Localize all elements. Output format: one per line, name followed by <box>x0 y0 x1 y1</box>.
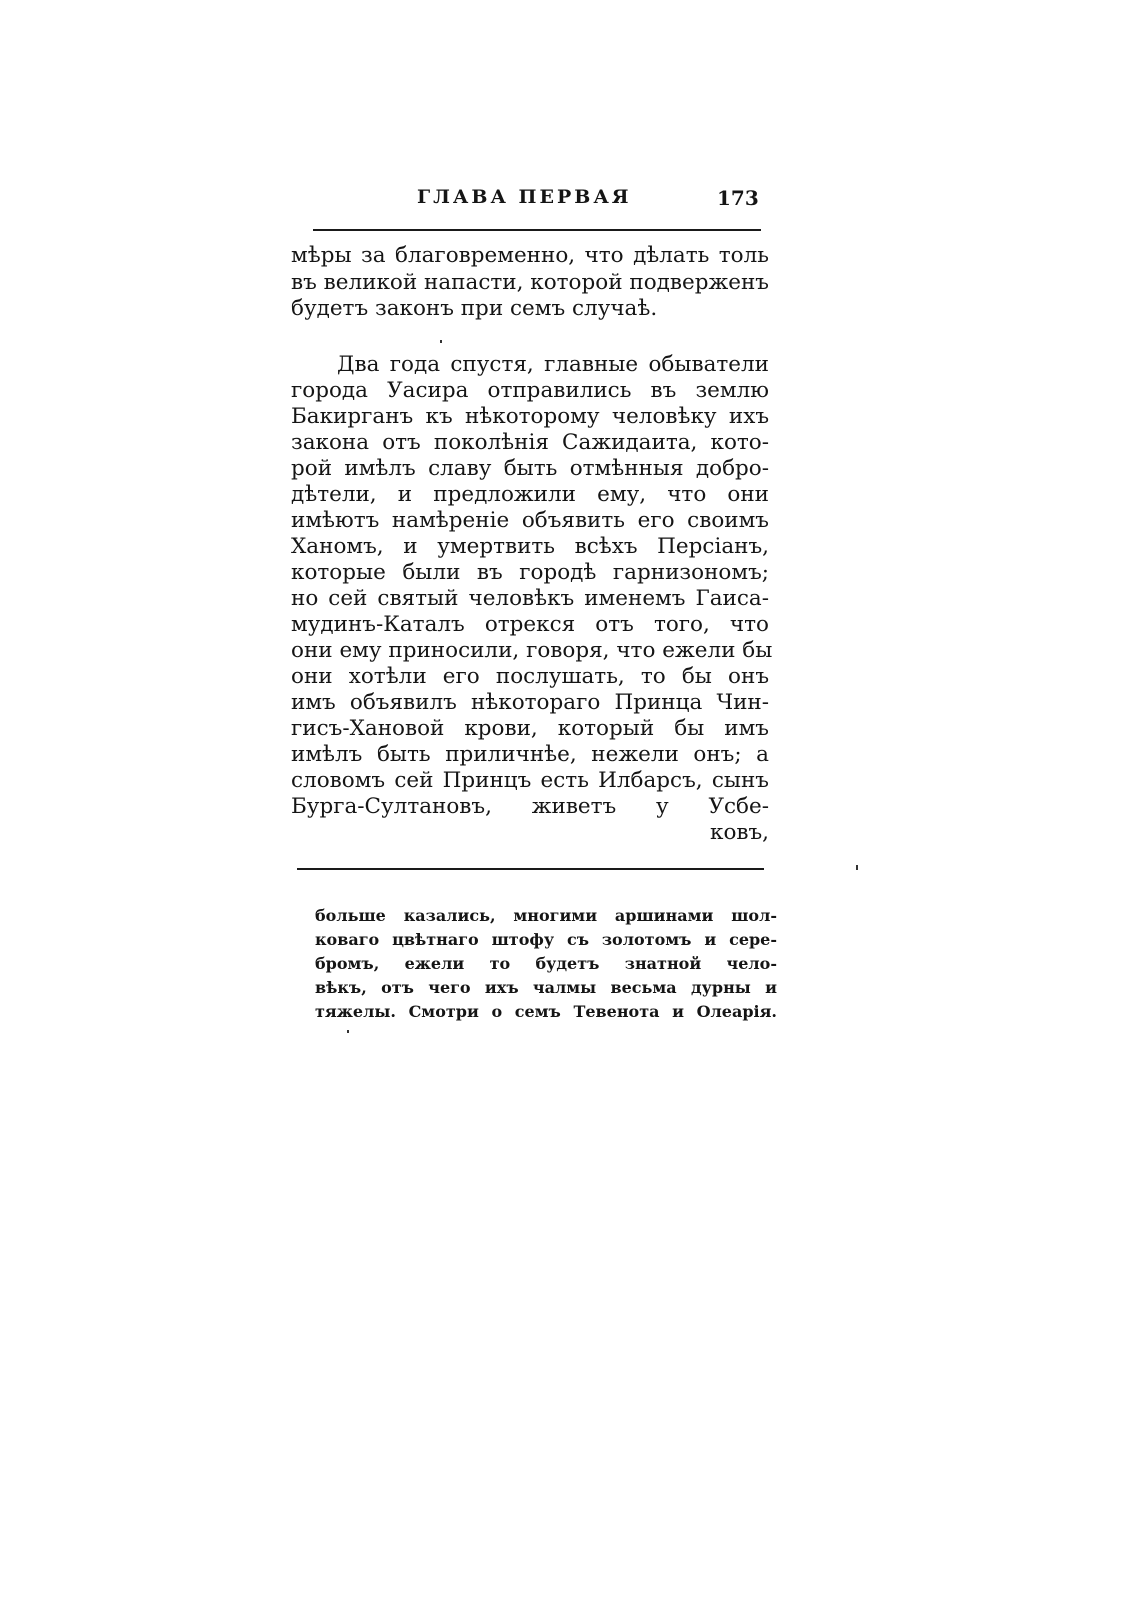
footnote-rule <box>297 868 764 870</box>
text-line: они ему приносили, говоря, что ежели бы <box>291 638 773 663</box>
footnote-line: тяжелы. Смотри о семъ Тевенота и Олеарія. <box>315 1002 777 1021</box>
text-line: которые были въ городѣ гарнизономъ; <box>291 560 769 585</box>
footnote-line: бромъ, ежели то будетъ знатной чело- <box>315 954 777 973</box>
text-line: мѣры за благовременно, что дѣлать толь <box>291 243 769 268</box>
text-line: дѣтели, и предложили ему, что они <box>291 482 769 507</box>
text-line: имъ объявилъ нѣкотораго Принца Чин- <box>291 690 769 715</box>
text-line: мудинъ-Каталъ отрекся отъ того, что <box>291 612 769 637</box>
print-speck <box>856 865 858 870</box>
footnote-line: коваго цвѣтнаго штофу съ золотомъ и сере- <box>315 930 777 949</box>
footnote-line: вѣкъ, отъ чего ихъ чалмы весьма дурны и <box>315 978 777 997</box>
text-line: Два года спустя, главные обыватели <box>337 352 769 377</box>
text-line: но сей святый человѣкъ именемъ Гаиса- <box>291 586 769 611</box>
text-line: имѣютъ намѣреніе объявить его своимъ <box>291 508 769 533</box>
text-line: города Уасира отправились въ землю <box>291 378 769 403</box>
text-line: гисъ-Хановой крови, который бы имъ <box>291 716 769 741</box>
text-line: они хотѣли его послушать, то бы онъ <box>291 664 769 689</box>
text-line: рой имѣлъ славу быть отмѣнныя добро- <box>291 456 769 481</box>
print-speck <box>440 340 442 343</box>
header-rule <box>313 229 761 231</box>
text-line: имѣлъ быть приличнѣе, нежели онъ; а <box>291 742 769 767</box>
text-line: Бакирганъ къ нѣкоторому человѣку ихъ <box>291 404 769 429</box>
footnote-line: больше казались, многими аршинами шол- <box>315 906 777 925</box>
text-line: будетъ законъ при семъ случаѣ. <box>291 296 658 321</box>
text-line: Ханомъ, и умертвить всѣхъ Персіанъ, <box>291 534 769 559</box>
print-speck <box>347 1030 349 1033</box>
text-line: въ великой напасти, которой подверженъ <box>291 270 769 295</box>
text-line: словомъ сей Принцъ есть Илбарсъ, сынъ <box>291 768 769 793</box>
catchword: ковъ, <box>710 820 769 845</box>
text-line: Бурга-Султановъ, живетъ у Усбе- <box>291 794 769 819</box>
page-number: 173 <box>717 186 759 210</box>
running-head: ГЛАВА ПЕРВАЯ <box>417 186 632 208</box>
text-line: закона отъ поколѣнія Сажидаита, кото- <box>291 430 769 455</box>
